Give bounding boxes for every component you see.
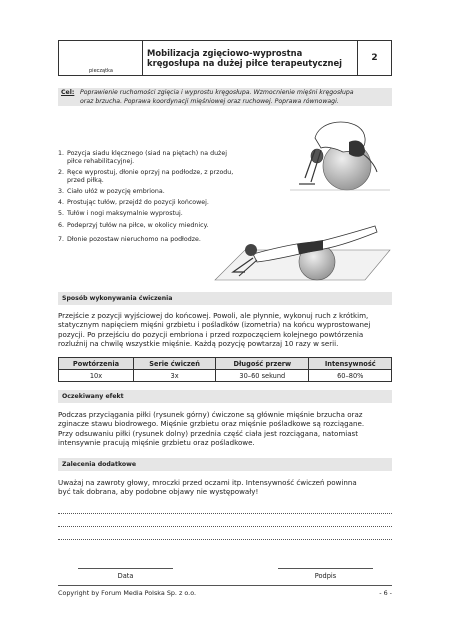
recommendation-line: być tak dobrana, aby podobne objawy nie występowały! <box>58 487 259 497</box>
recommendation-line: Uważaj na zawroty głowy, mroczki przed oczami itp. Intensywność ćwiczeń powinna <box>58 478 357 487</box>
step-text: Prostując tułów, przejdź do pozycji końcowej. <box>67 199 209 206</box>
method-line: pozycji. Po przejściu do pozycji embriona i przed rozpoczęciem kolejnego powtórzenia <box>58 329 364 339</box>
step-number: 6. <box>58 222 65 229</box>
exercise-title <box>147 48 357 68</box>
table-row <box>59 370 392 382</box>
step-text: Pozycja siadu klęcznego (siad na piętach) na dużej <box>67 150 227 157</box>
table-cell: 60–80% <box>309 370 392 382</box>
effect-line: Przy odsuwaniu piłki (rysunek dolny) przednia część ciała jest rozciągana, natomiast <box>58 428 359 438</box>
recommendations-text <box>58 478 392 497</box>
goal-label: Cel: <box>61 89 75 96</box>
embryo-position-illustration <box>285 112 395 194</box>
date-line[interactable] <box>78 568 173 569</box>
footer-divider <box>58 585 392 586</box>
table-cell: 10x <box>59 370 134 382</box>
step-text: piłce rehabilitacyjnej. <box>67 158 135 166</box>
note-line[interactable] <box>58 538 392 540</box>
effect-heading: Oczekiwany efekt <box>62 393 124 400</box>
method-heading: Sposób wykonywania ćwiczenia <box>62 295 173 302</box>
method-line: Przejście z pozycji wyjściowej do końcowej. Powoli, ale płynnie, wykonuj ruch z krótkim, <box>58 311 369 320</box>
recommendations-heading-bar <box>58 458 392 471</box>
date-label: Data <box>117 572 134 580</box>
exercise-header <box>58 40 392 76</box>
note-line[interactable] <box>58 525 392 527</box>
step-number: 5. <box>58 210 65 217</box>
step-number: 4. <box>58 199 65 206</box>
goal-line-1: Poprawienie ruchomości zgięcia i wyprostu kręgosłupa. Wzmocnienie mięśni kręgosłupa <box>80 89 354 96</box>
parameters-table <box>58 357 392 382</box>
goal-box <box>58 88 392 106</box>
method-line: statycznym napięciem mięśni grzbietu i pośladków (izometria) na końcu wyprostowanej <box>58 320 371 330</box>
table-cell: 30–60 sekund <box>216 370 309 382</box>
step-number: 2. <box>58 169 65 176</box>
table-cell: 3x <box>133 370 215 382</box>
recommendations-heading: Zalecenia dodatkowe <box>62 461 137 468</box>
step-text: przed piłką. <box>67 177 104 185</box>
step-number: 7. <box>58 236 65 243</box>
title-line-1: Mobilizacja zgięciowo-wyprostna <box>147 48 303 58</box>
copyright-text: Copyright by Forum Media Polska Sp. z o.o. <box>58 589 197 597</box>
method-text <box>58 311 392 349</box>
stamp-box <box>59 41 143 75</box>
signature-label: Podpis <box>314 572 337 580</box>
effect-line: intensywnie pracują mięśnie grzbietu oraz pośladkowe. <box>58 438 255 448</box>
step-number: 1. <box>58 150 65 157</box>
step-text: Podeprzyj tułów na piłce, w okolicy miednicy. <box>67 222 209 229</box>
effect-text <box>58 410 392 448</box>
method-line: rozluźnij na chwilę wszystkie mięśnie. Każdą pozycję powtarzaj 10 razy w serii. <box>58 339 339 349</box>
step-text: Tułów i nogi maksymalnie wyprostuj. <box>67 210 183 217</box>
step-text: Dłonie pozostaw nieruchomo na podłodze. <box>67 236 201 243</box>
signature-line[interactable] <box>278 568 373 569</box>
note-line[interactable] <box>58 512 392 514</box>
column-header: Powtórzenia <box>59 358 134 370</box>
step-number: 3. <box>58 188 65 195</box>
stamp-label: pieczątka <box>89 68 113 74</box>
column-header: Długość przerw <box>216 358 309 370</box>
column-header: Serie ćwiczeń <box>133 358 215 370</box>
column-header: Intensywność <box>309 358 392 370</box>
goal-line-2: oraz brzucha. Poprawa koordynacji mięśniowej oraz ruchowej. Poprawa równowagi. <box>80 97 339 105</box>
step-text: Ręce wyprostuj, dłonie oprzyj na podłodze, z przodu, <box>67 169 234 176</box>
effect-line: Podczas przyciągania piłki (rysunek górny) ćwiczone są głównie mięśnie brzucha oraz <box>58 410 363 419</box>
effect-heading-bar <box>58 390 392 403</box>
table-header-row <box>59 358 392 370</box>
exercise-number: 2 <box>357 41 391 75</box>
page-number: - 6 - <box>379 589 392 597</box>
extension-position-illustration <box>205 220 395 282</box>
step-text: Ciało ułóż w pozycję embriona. <box>67 188 165 195</box>
method-heading-bar <box>58 292 392 305</box>
title-line-2: kręgosłupa na dużej piłce terapeutycznej <box>147 58 343 68</box>
effect-line: zginacze stawu biodrowego. Mięśnie grzbietu oraz mięśnie pośladkowe są rozciągane. <box>58 419 365 429</box>
